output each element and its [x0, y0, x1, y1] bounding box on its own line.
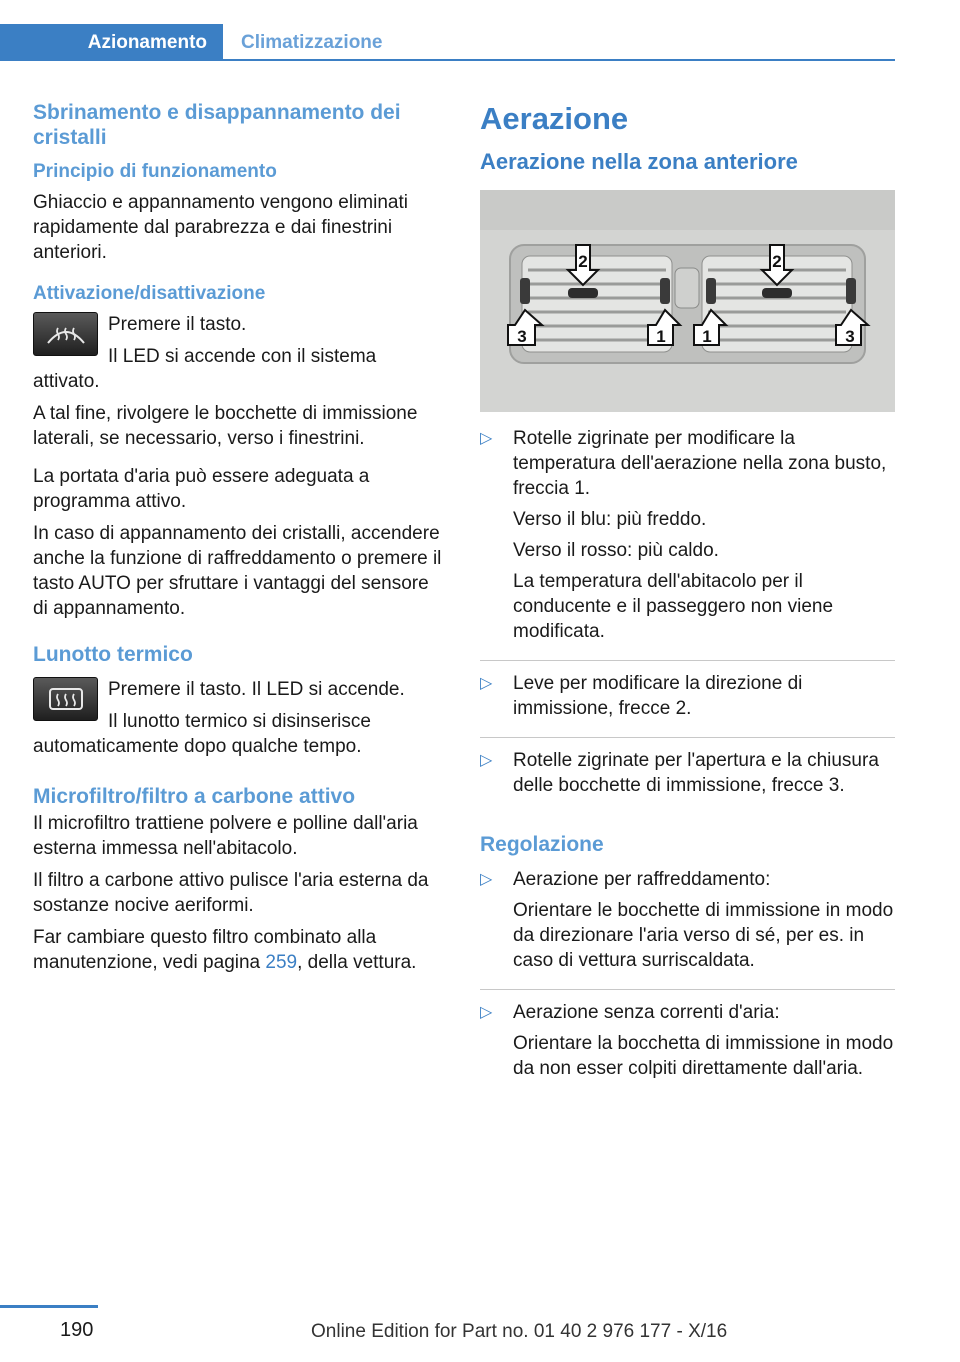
triangle-bullet-icon: ▷	[480, 430, 493, 447]
right-column	[480, 100, 895, 1107]
left-column	[33, 100, 445, 982]
photo-label: 1	[702, 327, 712, 346]
subheading-attivazione: Attivazione/disattivazione	[33, 283, 266, 304]
windshield-defrost-icon	[33, 312, 98, 356]
list-item-text: Verso il blu: più freddo.	[513, 509, 707, 530]
page-number: 190	[60, 1319, 94, 1341]
list-item-text: Aerazione senza correnti d'aria:	[513, 1002, 780, 1023]
lunotto-line1: Premere il tasto. Il LED si accende.	[108, 679, 405, 700]
list-item	[480, 426, 895, 661]
list-item-text: Rotelle zigrinate per l'apertura e la chiusura delle bocchette di immissione, frecce 3.	[513, 750, 879, 796]
list-item	[480, 671, 895, 738]
section-title-lunotto: Lunotto termico	[33, 643, 193, 666]
edition-note: Online Edition for Part no. 01 40 2 976 177 - X/16	[311, 1321, 728, 1342]
air-vents-photo	[480, 190, 895, 412]
subheading-zona-anteriore: Aerazione nella zona anteriore	[480, 149, 798, 174]
photo-label: 3	[845, 327, 855, 346]
photo-label: 2	[578, 252, 588, 271]
aerazione-title: Aerazione	[480, 101, 629, 136]
subheading-regolazione: Regolazione	[480, 833, 604, 856]
section-title-microfiltro: Microfiltro/filtro a carbone attivo	[33, 785, 356, 808]
principio-text: Ghiaccio e appannamento vengono eliminati rapidamente dal parabrezza e dai finestrini anteriori.	[33, 192, 408, 263]
microfiltro-para3	[33, 925, 445, 975]
list-item-text: Aerazione per raffreddamento:	[513, 869, 771, 890]
tab-azionamento[interactable]: Azionamento	[0, 24, 223, 61]
subheading-principio: Principio di funzionamento	[33, 161, 277, 182]
list-item-text: La temperatura dell'abitacolo per il conducente e il passeggero non viene modificata.	[513, 571, 834, 642]
attivazione-para2: La portata d'aria può essere adeguata a programma attivo.	[33, 466, 370, 512]
attivazione-para3: In caso di appannamento dei cristalli, accendere anche la funzione di raffreddamento o premere il tasto AUTO per sfruttare i vantaggi del sensore di appannamento.	[33, 523, 442, 619]
list-item	[480, 867, 895, 990]
triangle-bullet-icon: ▷	[480, 871, 493, 888]
rear-defrost-button-row	[33, 677, 445, 759]
attivazione-line1: Premere il tasto.	[108, 314, 247, 335]
list-item-text: Orientare la bocchetta di immissione in modo da non esser colpiti direttamente dall'aria.	[513, 1033, 894, 1079]
microfiltro-para2: Il filtro a carbone attivo pulisce l'aria esterna da sostanze nocive aeriformi.	[33, 870, 429, 916]
header-bar	[0, 0, 895, 61]
triangle-bullet-icon: ▷	[480, 752, 493, 769]
microfiltro-text-b: , della vettura.	[297, 952, 417, 973]
section-title-sbrinamento: Sbrinamento e disappannamento dei cristalli	[33, 101, 401, 149]
microfiltro-para1: Il microfiltro trattiene polvere e polline dall'aria esterna immessa nell'abitacolo.	[33, 813, 418, 859]
triangle-bullet-icon: ▷	[480, 1004, 493, 1021]
page-link-259[interactable]: 259	[265, 952, 298, 973]
vent-controls-list	[480, 426, 895, 814]
attivazione-para1: A tal fine, rivolgere le bocchette di immissione laterali, se necessario, verso i finestrini.	[33, 403, 418, 449]
list-item-text: Rotelle zigrinate per modificare la temperatura dell'aerazione nella zona busto, freccia 1.	[513, 428, 887, 499]
header-rule	[0, 59, 895, 61]
list-item-text: Verso il rosso: più caldo.	[513, 540, 719, 561]
list-item-text: Leve per modificare la direzione di immissione, frecce 2.	[513, 673, 803, 719]
lunotto-line2: Il lunotto termico si disinserisce automaticamente dopo qualche tempo.	[33, 711, 371, 757]
attivazione-line2: Il LED si accende con il sistema attivato.	[33, 346, 377, 392]
rear-window-defrost-icon	[33, 677, 98, 721]
photo-label: 2	[772, 252, 782, 271]
list-item	[480, 1000, 895, 1097]
list-item-text: Orientare le bocchette di immissione in modo da direzionare l'aria verso di sé, per es. in caso di vettura surriscaldata.	[513, 900, 894, 971]
microfiltro-text-a: Far cambiare questo filtro combinato alla manutenzione, vedi pagina	[33, 927, 377, 973]
triangle-bullet-icon: ▷	[480, 675, 493, 692]
regolazione-list	[480, 867, 895, 1097]
photo-label: 3	[517, 327, 527, 346]
footer-rule	[0, 1305, 98, 1308]
list-item	[480, 748, 895, 814]
defrost-button-row	[33, 312, 445, 394]
photo-label: 1	[656, 327, 666, 346]
tab-climatizzazione[interactable]: Climatizzazione	[241, 32, 383, 53]
